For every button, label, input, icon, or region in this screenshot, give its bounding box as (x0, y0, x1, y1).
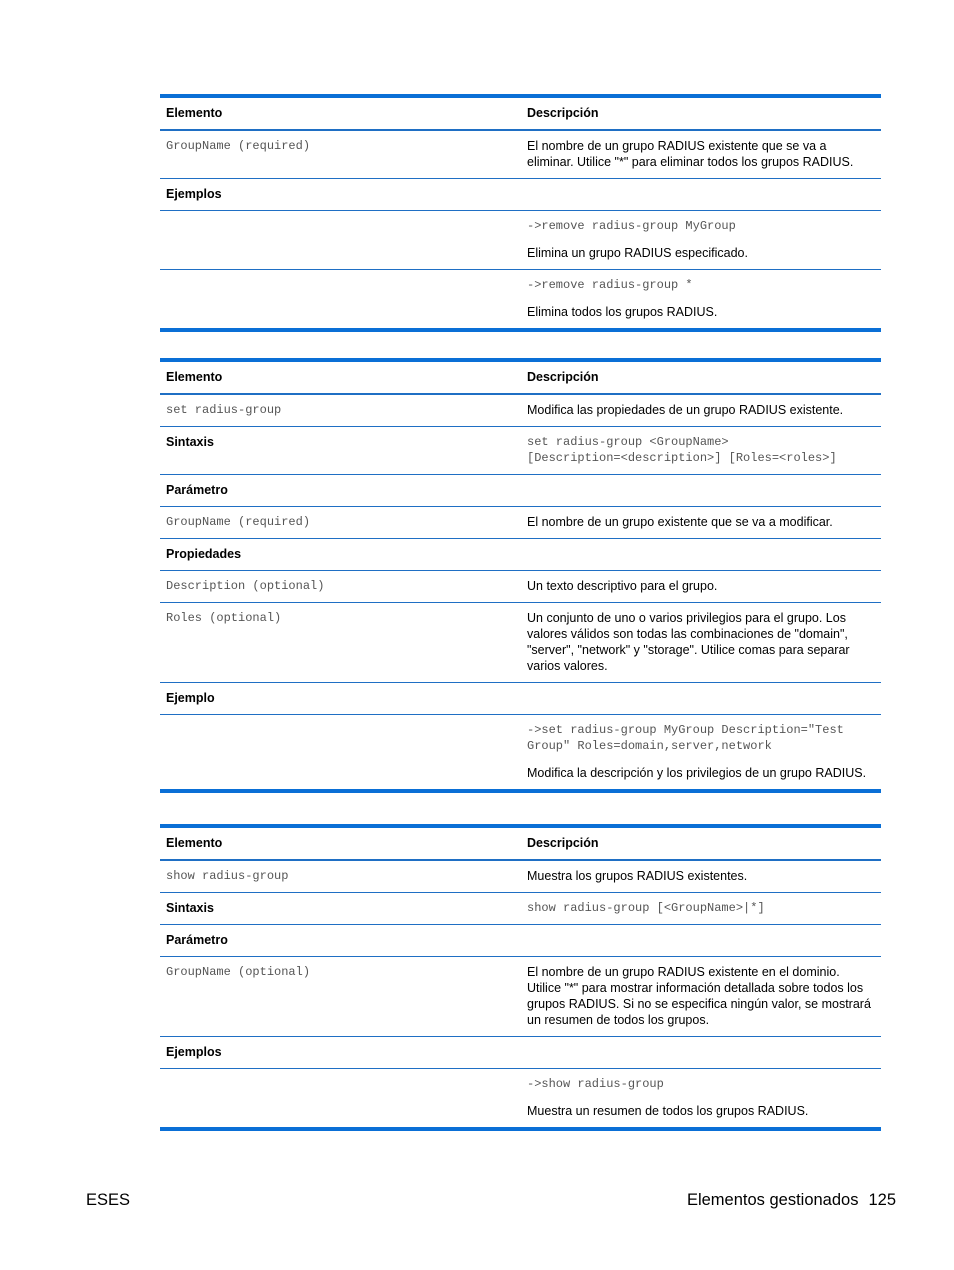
example-code: ->show radius-group (527, 1077, 664, 1091)
example-description: Elimina un grupo RADIUS especificado. (527, 246, 748, 260)
table-row (160, 270, 881, 328)
syntax-code: show radius-group [<GroupName>|*] (527, 901, 765, 915)
table-row (160, 1069, 881, 1127)
table-row (160, 539, 881, 571)
footer-section-title: Elementos gestionados (686, 1191, 859, 1209)
table-header-row (160, 828, 881, 861)
example-description: Modifica la descripción y los privilegios de un grupo RADIUS. (527, 766, 867, 780)
show-radius-group-table (160, 824, 881, 1131)
table-row (160, 603, 881, 683)
table-row (160, 861, 881, 893)
example-description: Muestra un resumen de todos los grupos RADIUS. (527, 1104, 809, 1118)
parameter-code: GroupName (required) (166, 515, 311, 529)
table-bottom-rule (160, 328, 881, 332)
remove-radius-group-table (160, 94, 881, 332)
table-row (160, 395, 881, 427)
examples-label: Ejemplos (166, 187, 222, 201)
properties-label: Propiedades (166, 547, 242, 561)
element-code: GroupName (required) (166, 139, 311, 153)
page-number: 125 (868, 1191, 896, 1209)
parameter-label: Parámetro (166, 483, 228, 497)
property-description: Un texto descriptivo para el grupo. (527, 579, 718, 593)
table-bottom-rule (160, 1127, 881, 1131)
example-code: ->set radius-group MyGroup Description="Test Group" Roles=domain,server,network (527, 723, 844, 753)
syntax-label: Sintaxis (166, 901, 214, 915)
table-row (160, 715, 881, 789)
footer-locale: ESES (86, 1191, 131, 1209)
table-row (160, 507, 881, 539)
example-code: ->remove radius-group * (527, 278, 693, 292)
table-row (160, 957, 881, 1037)
parameter-code: GroupName (optional) (166, 965, 311, 979)
element-code: show radius-group (166, 869, 289, 883)
example-label: Ejemplo (166, 691, 215, 705)
table-bottom-rule (160, 789, 881, 793)
element-description: Modifica las propiedades de un grupo RADIUS existente. (527, 403, 844, 417)
table-row (160, 475, 881, 507)
property-code: Roles (optional) (166, 611, 282, 625)
header-element: Elemento (166, 370, 223, 384)
set-radius-group-table (160, 358, 881, 793)
table-header-row (160, 98, 881, 131)
element-description: El nombre de un grupo RADIUS existente que se va a eliminar. Utilice "*" para eliminar todos los grupos RADIUS. (527, 139, 854, 169)
element-description: Muestra los grupos RADIUS existentes. (527, 869, 748, 883)
table-row (160, 427, 881, 475)
header-element: Elemento (166, 836, 223, 850)
parameter-label: Parámetro (166, 933, 228, 947)
table-row (160, 683, 881, 715)
table-row (160, 211, 881, 270)
examples-label: Ejemplos (166, 1045, 222, 1059)
header-description: Descripción (527, 370, 599, 384)
property-code: Description (optional) (166, 579, 325, 593)
table-row (160, 131, 881, 179)
syntax-label: Sintaxis (166, 435, 214, 449)
header-description: Descripción (527, 106, 599, 120)
table-row (160, 893, 881, 925)
table-row (160, 571, 881, 603)
footer-page-info (677, 1191, 896, 1210)
property-description: Un conjunto de uno o varios privilegios para el grupo. Los valores válidos son todas las combinaciones de "domain", "server", "network" y "storage". Utilice comas para separar varios valores. (527, 611, 850, 673)
example-code: ->remove radius-group MyGroup (527, 219, 736, 233)
header-description: Descripción (527, 836, 599, 850)
table-row (160, 1037, 881, 1069)
table-header-row (160, 362, 881, 395)
table-row (160, 925, 881, 957)
header-element: Elemento (166, 106, 223, 120)
parameter-description: El nombre de un grupo RADIUS existente en el dominio. Utilice "*" para mostrar información detallada sobre todos los grupos RADIUS. Si no se especifica ningún valor, se mostrará un resumen de todos los grupos. (527, 965, 871, 1027)
element-code: set radius-group (166, 403, 282, 417)
example-description: Elimina todos los grupos RADIUS. (527, 305, 718, 319)
syntax-code: set radius-group <GroupName> [Description=<description>] [Roles=<roles>] (527, 435, 837, 465)
table-row (160, 179, 881, 211)
parameter-description: El nombre de un grupo existente que se va a modificar. (527, 515, 833, 529)
